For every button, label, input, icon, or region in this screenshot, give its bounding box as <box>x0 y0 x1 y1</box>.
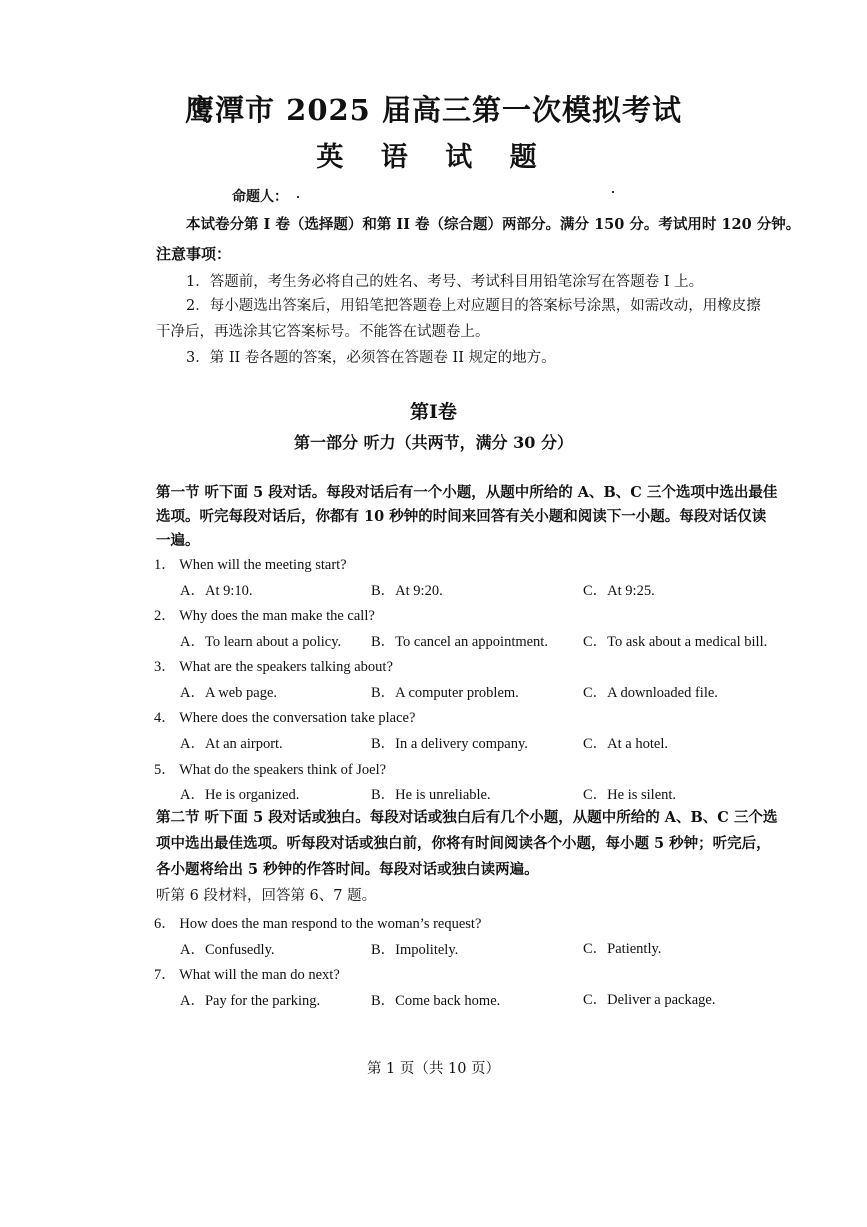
intro-text: 本试卷分第 I 卷（选择题）和第 II 卷（综合题）两部分。满分 150 分。考试用时 120 分钟。 <box>186 216 801 233</box>
notice-item: 干净后，再选涂其它答案标号。不能答在试题卷上。 <box>156 324 490 340</box>
option-a: A．At 9:10. <box>180 583 253 599</box>
page-footer: 第 1 页（共 10 页） <box>366 1061 501 1077</box>
volume-heading: 第Ⅰ卷 <box>410 401 457 423</box>
option-c: C．Patiently. <box>583 941 662 957</box>
option-b: B．A computer problem. <box>371 685 519 701</box>
material-note: 听第 6 段材料，回答第 6、7 题。 <box>156 888 377 904</box>
exam-title: 鹰潭市 2025 届高三第一次模拟考试 <box>185 93 682 127</box>
section1-instruction: 一遍。 <box>156 532 200 549</box>
section1-instruction: 选项。听完每段对话后，你都有 10 秒钟的时间来回答有关小题和阅读下一小题。每段对话仅读 <box>156 508 767 525</box>
option-a: A．A web page. <box>180 685 278 701</box>
option-c: C．To ask about a medical bill. <box>583 634 768 650</box>
scan-speck <box>612 191 614 193</box>
option-b: B．Impolitely. <box>371 942 459 958</box>
option-b: B．At 9:20. <box>371 583 443 599</box>
option-a: A．At an airport. <box>180 736 283 752</box>
question: 4． Where does the conversation take place? <box>154 710 416 726</box>
question: 3． What are the speakers talking about? <box>154 659 393 675</box>
notice-item: 3．第 II 卷各题的答案，必须答在答题卷 II 规定的地方。 <box>186 350 556 366</box>
option-a: A．To learn about a policy. <box>180 634 342 650</box>
option-b: B．In a delivery company. <box>371 736 528 752</box>
option-a: A．Pay for the parking. <box>180 993 321 1009</box>
question: 6． How does the man respond to the woman’s request? <box>154 916 482 932</box>
option-a: A．Confusedly. <box>180 942 275 958</box>
section2-instruction: 第二节 听下面 5 段对话或独白。每段对话或独白后有几个小题，从题中所给的 A、B、C 三个选 <box>156 809 778 826</box>
option-c: C．At 9:25. <box>583 583 655 599</box>
section2-instruction: 各小题将给出 5 秒钟的作答时间。每段对话或独白读两遍。 <box>156 861 539 878</box>
scan-speck <box>297 196 299 198</box>
notice-item: 1．答题前，考生务必将自己的姓名、考号、考试科目用铅笔涂写在答题卷 I 上。 <box>186 274 704 290</box>
question: 7． What will the man do next? <box>154 967 340 983</box>
option-c: C．At a hotel. <box>583 736 668 752</box>
option-a: A．He is organized. <box>180 787 300 803</box>
question: 1． When will the meeting start? <box>154 557 347 573</box>
section1-instruction: 第一节 听下面 5 段对话。每段对话后有一个小题，从题中所给的 A、B、C 三个选项中选出最佳 <box>156 484 778 501</box>
option-c: C．Deliver a package. <box>583 992 716 1008</box>
option-b: B．To cancel an appointment. <box>371 634 548 650</box>
notice-title: 注意事项： <box>156 245 232 263</box>
question: 5． What do the speakers think of Joel? <box>154 762 387 778</box>
subject-title: 英 语 试 题 <box>316 142 551 173</box>
option-b: B．He is unreliable. <box>371 787 491 803</box>
author-label: 命题人： <box>232 189 288 205</box>
option-c: C．A downloaded file. <box>583 685 718 701</box>
question: 2． Why does the man make the call? <box>154 608 375 624</box>
option-b: B．Come back home. <box>371 993 501 1009</box>
notice-item: 2．每小题选出答案后，用铅笔把答题卷上对应题目的答案标号涂黑，如需改动，用橡皮擦 <box>186 298 761 314</box>
section2-instruction: 项中选出最佳选项。听每段对话或独白前，你将有时间阅读各个小题，每小题 5 秒钟；听完后， <box>156 835 771 852</box>
part-heading: 第一部分 听力（共两节，满分 30 分） <box>294 433 573 452</box>
option-c: C．He is silent. <box>583 787 677 803</box>
